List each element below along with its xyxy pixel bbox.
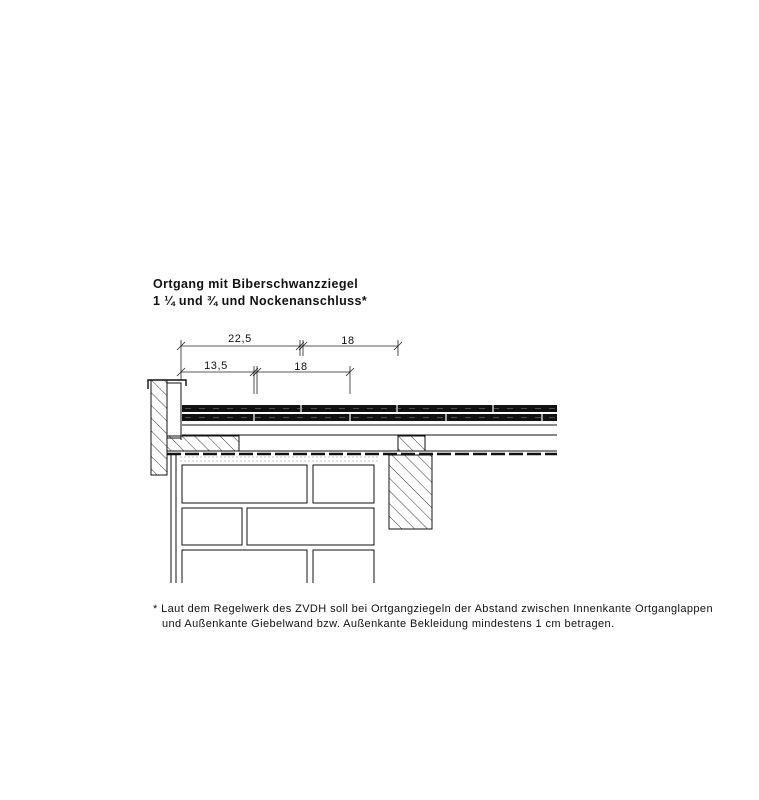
dimension-lower-left: 13,5	[204, 360, 228, 372]
footnote-line-2: und Außenkante Giebelwand bzw. Außenkante Bekleidung mindestens 1 cm betragen.	[162, 618, 615, 630]
gable-wall-masonry	[171, 453, 374, 583]
title-line-1: Ortgang mit Biberschwanzziegel	[153, 277, 359, 291]
underlay-membrane	[167, 451, 557, 464]
plain-tile-layers	[182, 405, 557, 421]
footnote-line-1: * Laut dem Regelwerk des ZVDH soll bei Ortgangziegeln der Abstand zwischen Innenkante Ortganglappen	[153, 603, 713, 615]
footnote	[153, 602, 713, 632]
dimension-upper-left: 22,5	[228, 333, 252, 345]
dimension-upper-right: 18	[341, 335, 355, 347]
rafter	[389, 455, 432, 529]
dimension-lower-right: 18	[294, 361, 308, 373]
battens	[167, 425, 557, 451]
title-line-2: 1 ¼ und ¾ und Nockenanschluss*	[153, 294, 368, 308]
